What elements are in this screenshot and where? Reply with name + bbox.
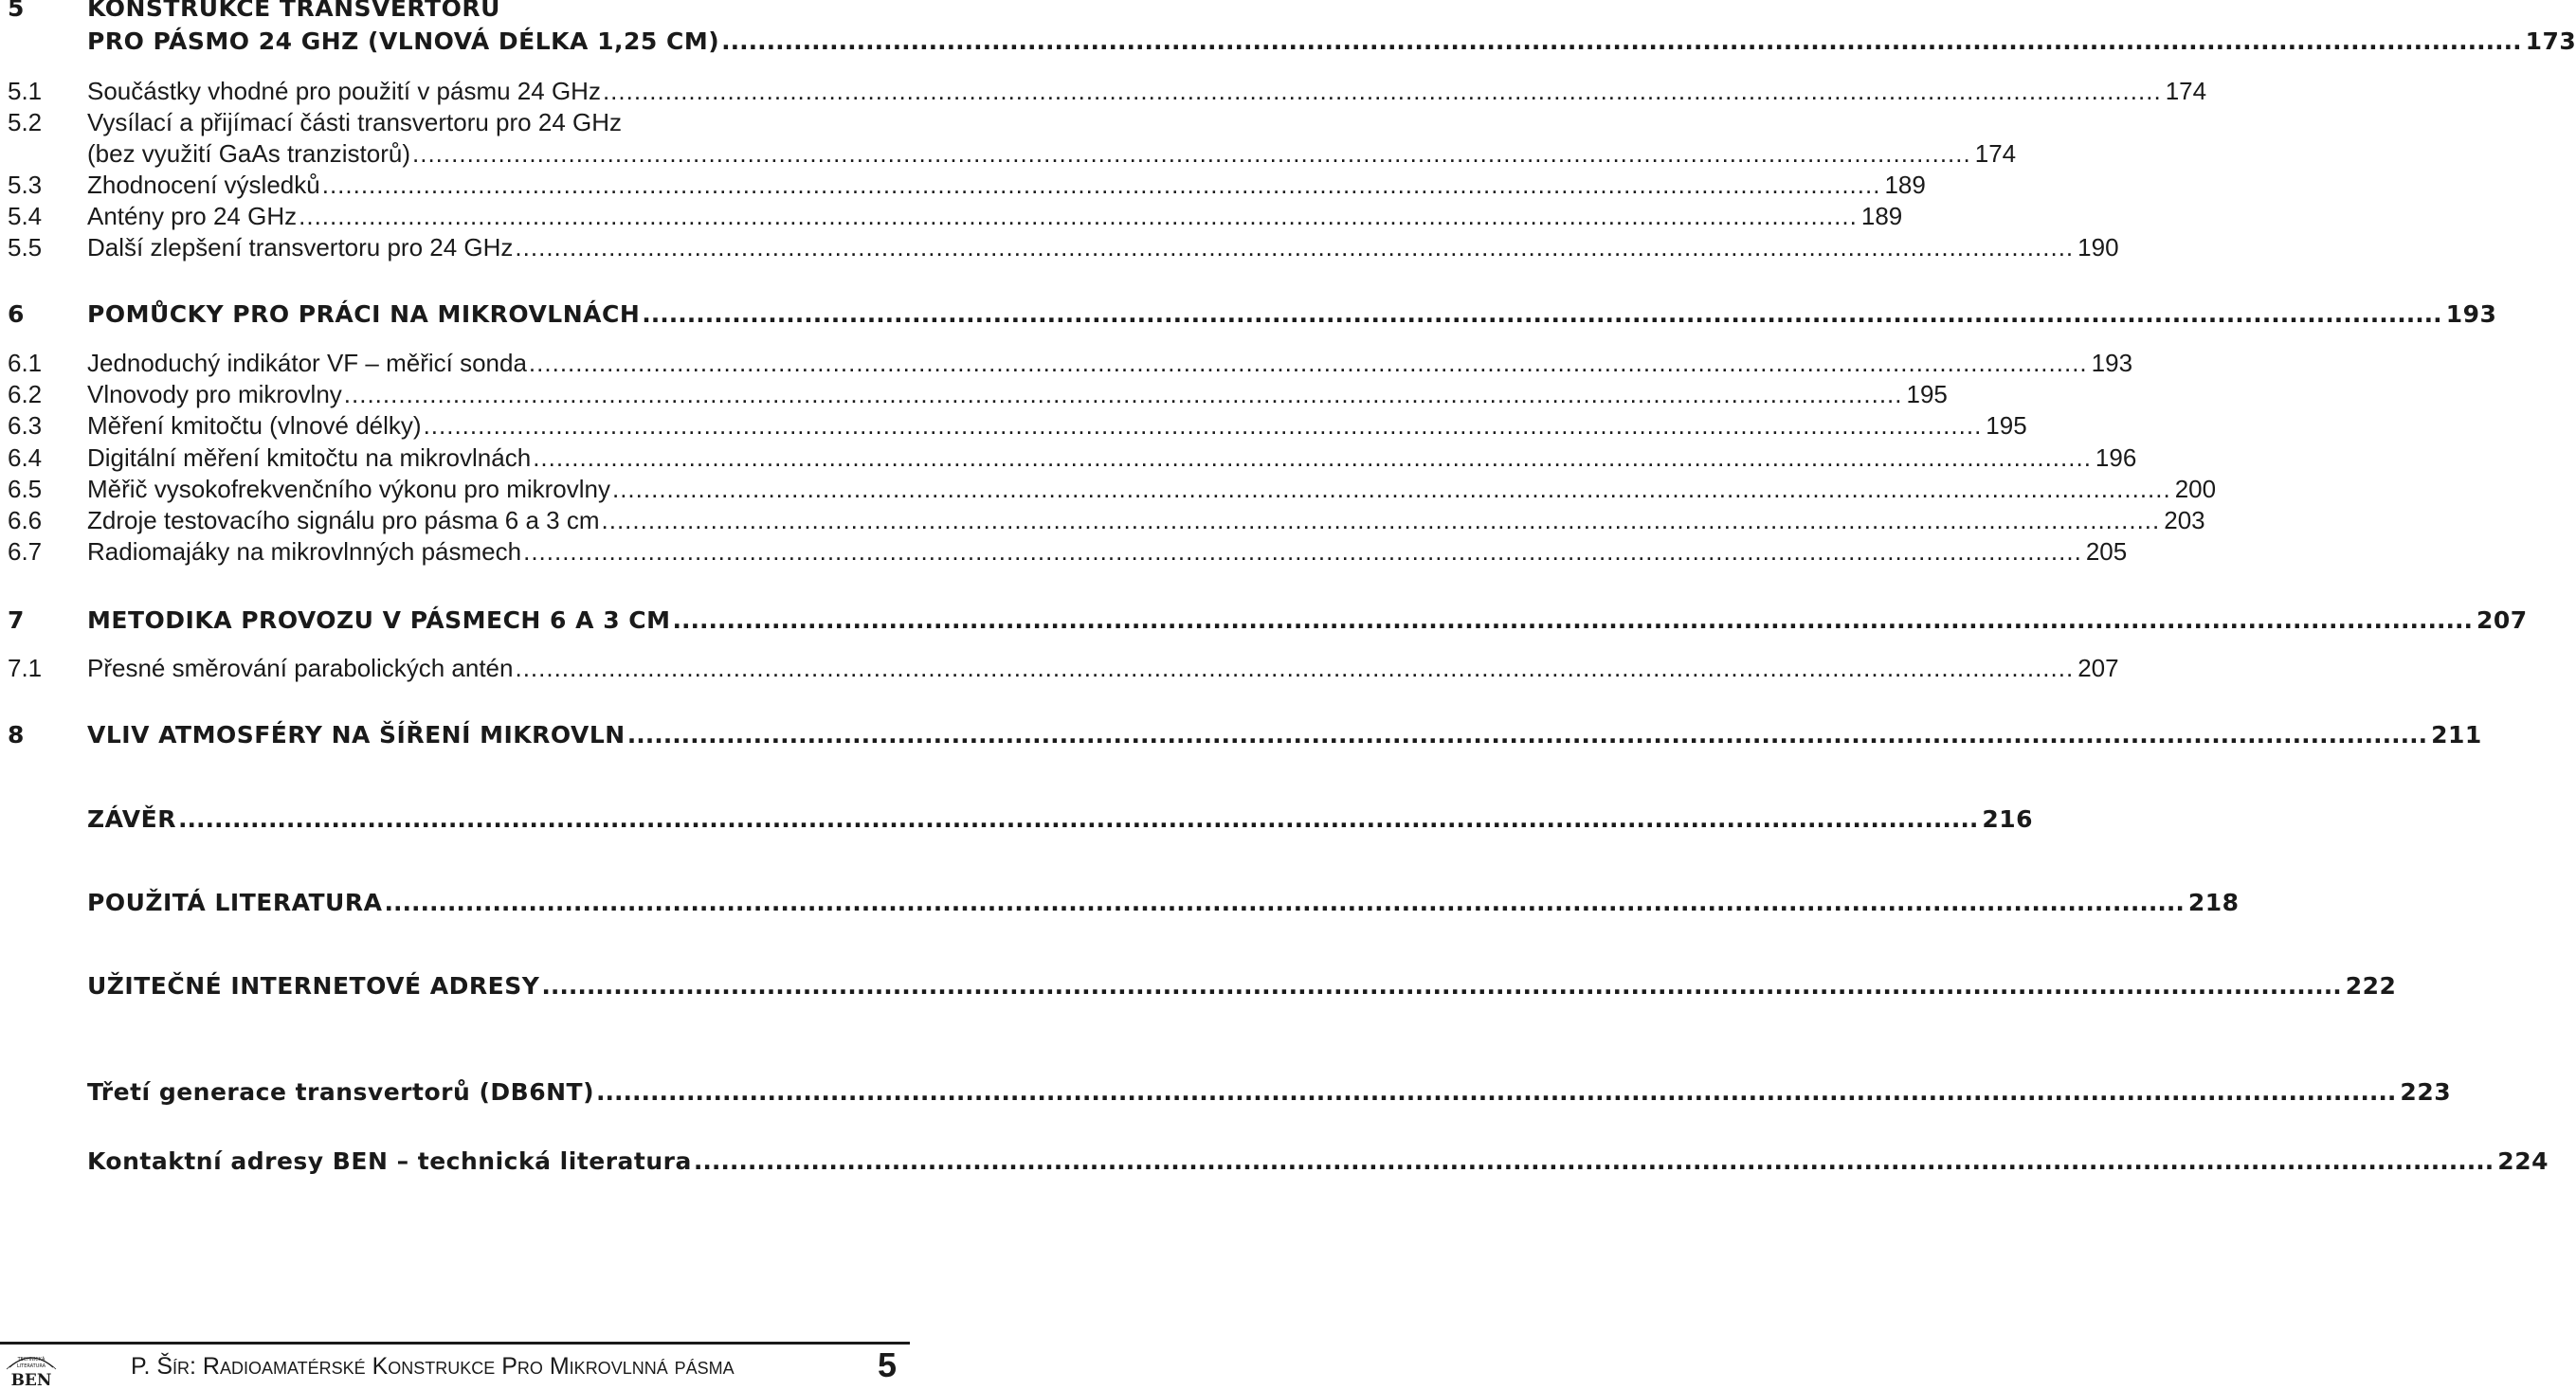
toc-entry-title: Zhodnocení výsledků — [87, 171, 320, 199]
toc-dot-leader — [384, 887, 2184, 919]
toc-entry-page: 174 — [1974, 139, 2017, 168]
footer-rule — [0, 1342, 910, 1345]
toc-dot-leader — [529, 347, 2088, 379]
toc-entry-page: 224 — [2497, 1147, 2549, 1175]
toc-entry-number: 5.4 — [8, 202, 43, 230]
toc-dot-leader — [673, 605, 2473, 637]
toc-entry-page: 195 — [1986, 411, 2027, 440]
toc-entry-page: 207 — [2476, 606, 2528, 634]
toc-entry-number: 6.7 — [8, 537, 43, 566]
toc-chapter-entry — [8, 803, 2034, 836]
toc-section-entry — [8, 106, 898, 138]
toc-dot-leader — [523, 535, 2082, 568]
toc-entry-title: Třetí generace transvertorů (DB6NT) — [87, 1078, 594, 1106]
toc-entry-page: 195 — [1906, 380, 1948, 408]
toc-entry-title: Jednoduchý indikátor VF – měřicí sonda — [87, 349, 527, 377]
toc-section-entry — [8, 535, 2128, 568]
logo-brand-text: BEN — [10, 1371, 52, 1390]
toc-entry-title: Zdroje testovacího signálu pro pásma 6 a 3 cm — [87, 506, 600, 534]
toc-entry-title: Kontaktní adresy BEN – technická literatura — [87, 1147, 692, 1175]
toc-entry-page: 173 — [2525, 27, 2576, 55]
toc-entry-number: 5.2 — [8, 108, 43, 136]
toc-entry-title: Digitální měření kmitočtu na mikrovlnách — [87, 443, 532, 472]
toc-entry-number: 5.1 — [8, 77, 43, 105]
toc-entry-title: VLIV ATMOSFÉRY NA ŠÍŘENÍ MIKROVLN — [87, 721, 626, 749]
toc-entry-title: Vysílací a přijímací části transvertoru pro 24 GHz — [87, 108, 623, 136]
toc-entry-number: 6.2 — [8, 380, 43, 408]
toc-chapter-entry — [8, 298, 2497, 331]
toc-dot-leader — [541, 970, 2341, 1002]
toc-entry-page: 203 — [2164, 506, 2205, 534]
toc-section-entry — [8, 473, 2217, 505]
toc-entry-page: 223 — [2400, 1078, 2452, 1106]
toc-dot-leader — [721, 26, 2521, 58]
toc-entry-title: UŽITEČNÉ INTERNETOVÉ ADRESY — [87, 972, 540, 1000]
toc-section-entry — [8, 652, 2119, 684]
toc-entry-title: Radiomajáky na mikrovlnných pásmech — [87, 537, 522, 566]
toc-entry-number: 6 — [8, 300, 25, 328]
toc-entry-title: Další zlepšení transvertoru pro 24 GHz — [87, 233, 514, 262]
toc-dot-leader — [602, 504, 2161, 536]
toc-entry-number: 5.5 — [8, 233, 43, 262]
logo-top-text: TECHNICKÁ — [17, 1357, 45, 1363]
toc-entry-number: 6.6 — [8, 506, 43, 534]
toc-entry-page: 196 — [2095, 443, 2137, 472]
toc-dot-leader — [694, 1146, 2494, 1178]
toc-entry-page: 174 — [2165, 77, 2207, 105]
toc-dot-leader — [533, 442, 2092, 474]
toc-entry-number: 6.3 — [8, 411, 43, 440]
toc-entry-title: ZÁVĚR — [87, 805, 176, 833]
toc-entry-title: (bez využití GaAs tranzistorů) — [87, 139, 410, 168]
toc-entry-page: 189 — [1884, 171, 1926, 199]
toc-dot-leader — [612, 473, 2171, 505]
toc-section-entry — [8, 347, 2133, 379]
toc-entry-page: 189 — [1860, 202, 1903, 230]
toc-entry-page: 205 — [2085, 537, 2128, 566]
toc-chapter-entry — [8, 719, 2482, 751]
toc-section-entry — [8, 137, 2017, 170]
toc-section-entry — [8, 231, 2119, 263]
toc-entry-page: 207 — [2077, 654, 2119, 682]
toc-entry-number: 7 — [8, 606, 25, 634]
toc-dot-leader — [178, 803, 1978, 836]
toc-section-entry — [8, 504, 2205, 536]
toc-entry-page: 193 — [2445, 300, 2497, 328]
toc-section-entry — [8, 200, 1903, 232]
toc-chapter-entry — [8, 0, 898, 25]
toc-dot-leader — [344, 378, 1903, 410]
toc-dot-leader — [515, 652, 2074, 684]
toc-chapter-entry — [8, 1076, 2452, 1109]
toc-entry-title: Součástky vhodné pro použití v pásmu 24 GHz — [87, 77, 601, 105]
toc-dot-leader — [424, 409, 1983, 442]
toc-entry-title: Přesné směrování parabolických antén — [87, 654, 514, 682]
toc-section-entry — [8, 442, 2137, 474]
toc-entry-title: POUŽITÁ LITERATURA — [87, 889, 383, 916]
running-title: P. Šír: Radioamatérské Konstrukce Pro Mikrovlnná pásma — [131, 1353, 735, 1380]
toc-entry-page: 211 — [2431, 721, 2482, 749]
toc-section-entry — [8, 169, 1926, 201]
toc-dot-leader — [642, 298, 2441, 331]
toc-dot-leader — [596, 1076, 2396, 1109]
toc-entry-title: KONSTRUKCE TRANSVERTORU — [87, 0, 500, 22]
toc-entry-number: 6.1 — [8, 349, 43, 377]
toc-dot-leader — [412, 137, 1971, 170]
toc-entry-number: 8 — [8, 721, 25, 749]
ben-logo-icon — [4, 1346, 59, 1388]
toc-entry-title: Měření kmitočtu (vlnové délky) — [87, 411, 422, 440]
page-number: 5 — [877, 1345, 897, 1384]
toc-entry-number: 5.3 — [8, 171, 43, 199]
toc-section-entry — [8, 75, 2207, 107]
toc-entry-page: 200 — [2174, 475, 2217, 503]
toc-entry-page: 190 — [2077, 233, 2119, 262]
toc-entry-number: 5 — [8, 0, 25, 22]
toc-section-entry — [8, 378, 1948, 410]
logo-mid-text: LITERATURA — [16, 1363, 46, 1369]
toc-entry-title: Měřič vysokofrekvenčního výkonu pro mikrovlny — [87, 475, 610, 503]
toc-entry-page: 222 — [2345, 972, 2397, 1000]
toc-dot-leader — [515, 231, 2074, 263]
toc-entry-page: 218 — [2187, 889, 2240, 916]
toc-entry-page: 216 — [1982, 805, 2034, 833]
toc-dot-leader — [603, 75, 2162, 107]
toc-entry-page: 193 — [2091, 349, 2133, 377]
toc-entry-number: 6.5 — [8, 475, 43, 503]
toc-dot-leader — [627, 719, 2427, 751]
toc-chapter-entry — [8, 887, 2240, 919]
toc-dot-leader — [322, 169, 1881, 201]
toc-entry-title: POMŮCKY PRO PRÁCI NA MIKROVLNÁCH — [87, 300, 641, 328]
toc-chapter-entry — [8, 1146, 2549, 1178]
toc-chapter-entry — [8, 605, 2528, 637]
toc-entry-title: Vlnovody pro mikrovlny — [87, 380, 342, 408]
toc-chapter-entry — [8, 26, 2576, 58]
toc-entry-number: 7.1 — [8, 654, 43, 682]
toc-entry-title: Antény pro 24 GHz — [87, 202, 298, 230]
toc-entry-title: PRO PÁSMO 24 GHZ (VLNOVÁ DÉLKA 1,25 CM) — [87, 27, 720, 55]
toc-chapter-entry — [8, 970, 2397, 1002]
toc-section-entry — [8, 409, 2027, 442]
toc-entry-number: 6.4 — [8, 443, 43, 472]
toc-dot-leader — [299, 200, 1858, 232]
toc-entry-title: METODIKA PROVOZU V PÁSMECH 6 A 3 CM — [87, 606, 671, 634]
